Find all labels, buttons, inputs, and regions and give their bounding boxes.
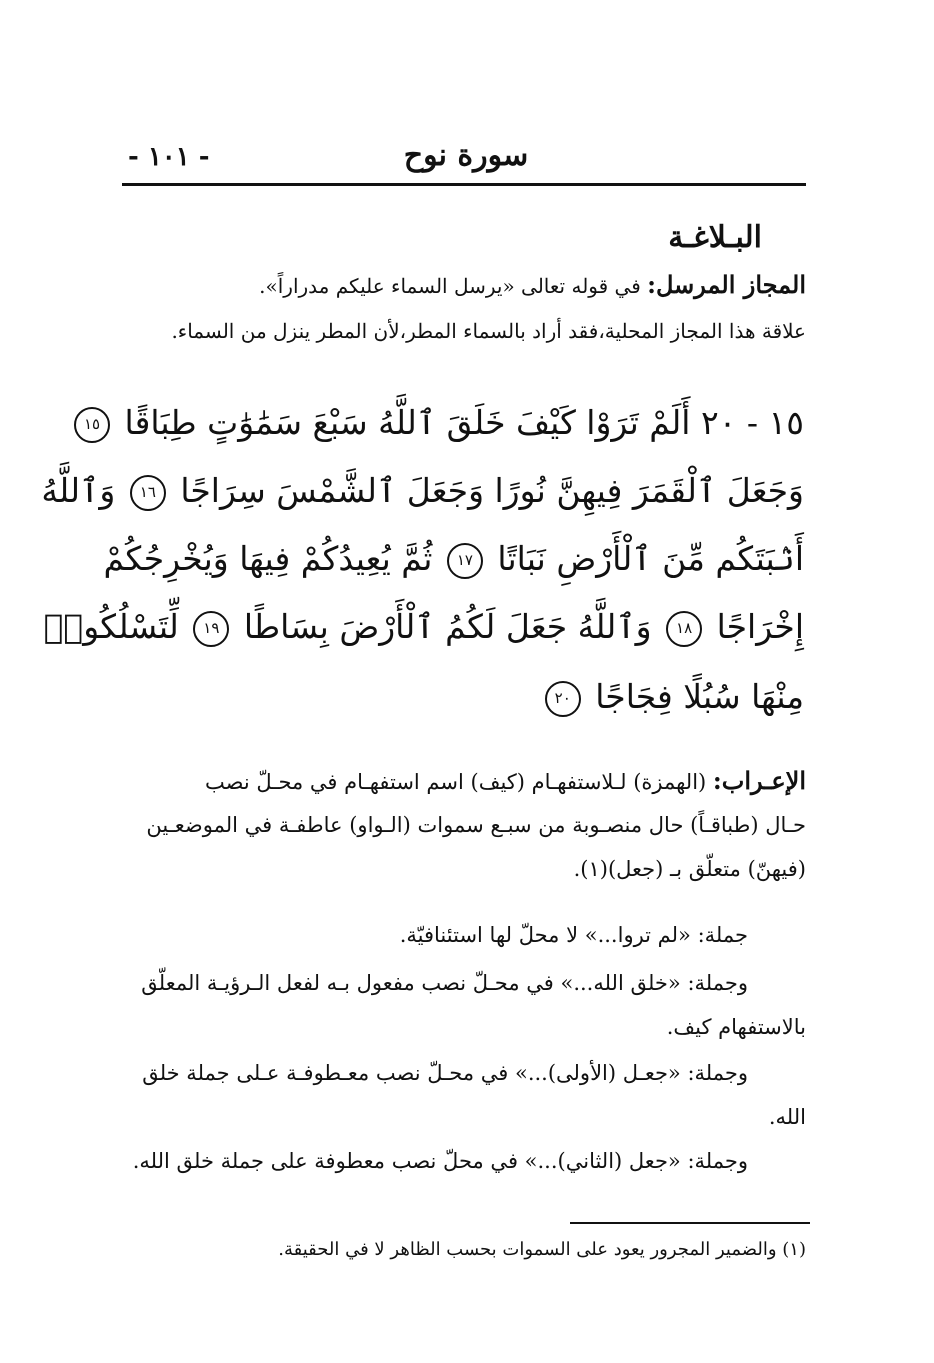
majaz-label: المجاز المرسل: bbox=[647, 270, 806, 299]
verse-number-marker: ٢٠ bbox=[545, 681, 581, 717]
jumla-2-line-1: وجملة: «خلق الله...» في محـلّ نصب مفعول بـه لفعل الـرؤيـة المعلّق bbox=[141, 971, 748, 995]
jumla-2-line-2: بالاستفهام كيف. bbox=[666, 1015, 806, 1039]
page-number: - ١٠١ - bbox=[128, 142, 210, 172]
verse-line-1 bbox=[83, 398, 804, 448]
verse-line-3 bbox=[103, 534, 804, 584]
verse-number-marker: ١٥ bbox=[74, 407, 110, 443]
majaz-explanation: علاقة هذا المجاز المحلية،فقد أراد بالسماء المطر،لأن المطر ينزل من السماء. bbox=[171, 319, 806, 343]
irab-line-2: حـال (طباقـاً) حال منصـوبة من سبـع سموات (الـواو) عاطفـة في الموضعـين bbox=[146, 813, 806, 837]
verse-line-2 bbox=[41, 466, 804, 516]
verse-text-continuation: وَٱللَّهُ جَعَلَ لَكُمُ ٱلْأَرْضَ بِسَاطًا bbox=[243, 607, 652, 646]
irab-line-3: (فيهنّ) متعلّق بـ (جعل)(١). bbox=[573, 857, 806, 881]
verse-number-marker: ١٧ bbox=[447, 543, 483, 579]
verse-number-marker: ١٩ bbox=[193, 611, 229, 647]
surah-title: سورة نوح bbox=[403, 138, 529, 173]
footnote: (١) والضمير المجرور يعود على السموات بحسب الظاهر لا في الحقيقة. bbox=[278, 1239, 806, 1260]
irab-text: (الهمزة) لـلاستفهـام (كيف) اسم استفهـام في محـلّ نصب bbox=[205, 770, 707, 794]
balagha-heading: البـلاغـة bbox=[668, 220, 762, 255]
majaz-text: في قوله تعالى «يرسل السماء عليكم مدراراً». bbox=[259, 274, 641, 298]
verse-text: إِخْرَاجًا bbox=[716, 607, 804, 646]
verse-text: وَجَعَلَ ٱلْقَمَرَ فِيهِنَّ نُورًا وَجَعَلَ ٱلشَّمْسَ سِرَاجًا bbox=[180, 471, 804, 510]
verse-text-continuation: ثُمَّ يُعِيدُكُمْ فِيهَا وَيُخْرِجُكُمْ bbox=[103, 539, 433, 578]
header-divider bbox=[122, 183, 806, 186]
verse-number-marker: ١٦ bbox=[130, 475, 166, 511]
verse-text-continuation: وَٱللَّهُ bbox=[41, 471, 116, 510]
jumla-4: وجملة: «جعل (الثاني)...» في محلّ نصب معطوفة على جملة خلق الله. bbox=[132, 1149, 748, 1173]
verse-number-marker: ١٨ bbox=[666, 611, 702, 647]
jumla-1: جملة: «لم تروا...» لا محلّ لها استئنافيّة. bbox=[399, 923, 748, 947]
irab-line-1 bbox=[128, 764, 806, 799]
jumla-3-line-1: وجملة: «جعـل (الأولى)...» في محـلّ نصب معـطوفـة عـلى جملة خلق bbox=[142, 1061, 748, 1085]
verse-text: مِنْهَا سُبُلًا فِجَاجًا bbox=[595, 677, 804, 716]
majaz-line bbox=[128, 270, 806, 301]
jumla-3-line-2: الله. bbox=[768, 1105, 806, 1129]
verse-text: أَنۢبَتَكُم مِّنَ ٱلْأَرْضِ نَبَاتًا bbox=[497, 539, 804, 578]
verse-line-5 bbox=[130, 672, 804, 722]
verse-line-4 bbox=[43, 602, 804, 652]
irab-label: الإعـراب: bbox=[712, 766, 806, 795]
verse-text-continuation: لِّتَسْلُكُوا۟ bbox=[43, 607, 179, 646]
page-header bbox=[128, 138, 804, 184]
verse-range: ١٥ - ٢٠ bbox=[700, 403, 804, 442]
footnote-divider bbox=[570, 1222, 810, 1224]
verse-text: أَلَمْ تَرَوْا كَيْفَ خَلَقَ ٱللَّهُ سَبْعَ سَمَٰوَٰتٍ طِبَاقًا bbox=[124, 403, 691, 442]
